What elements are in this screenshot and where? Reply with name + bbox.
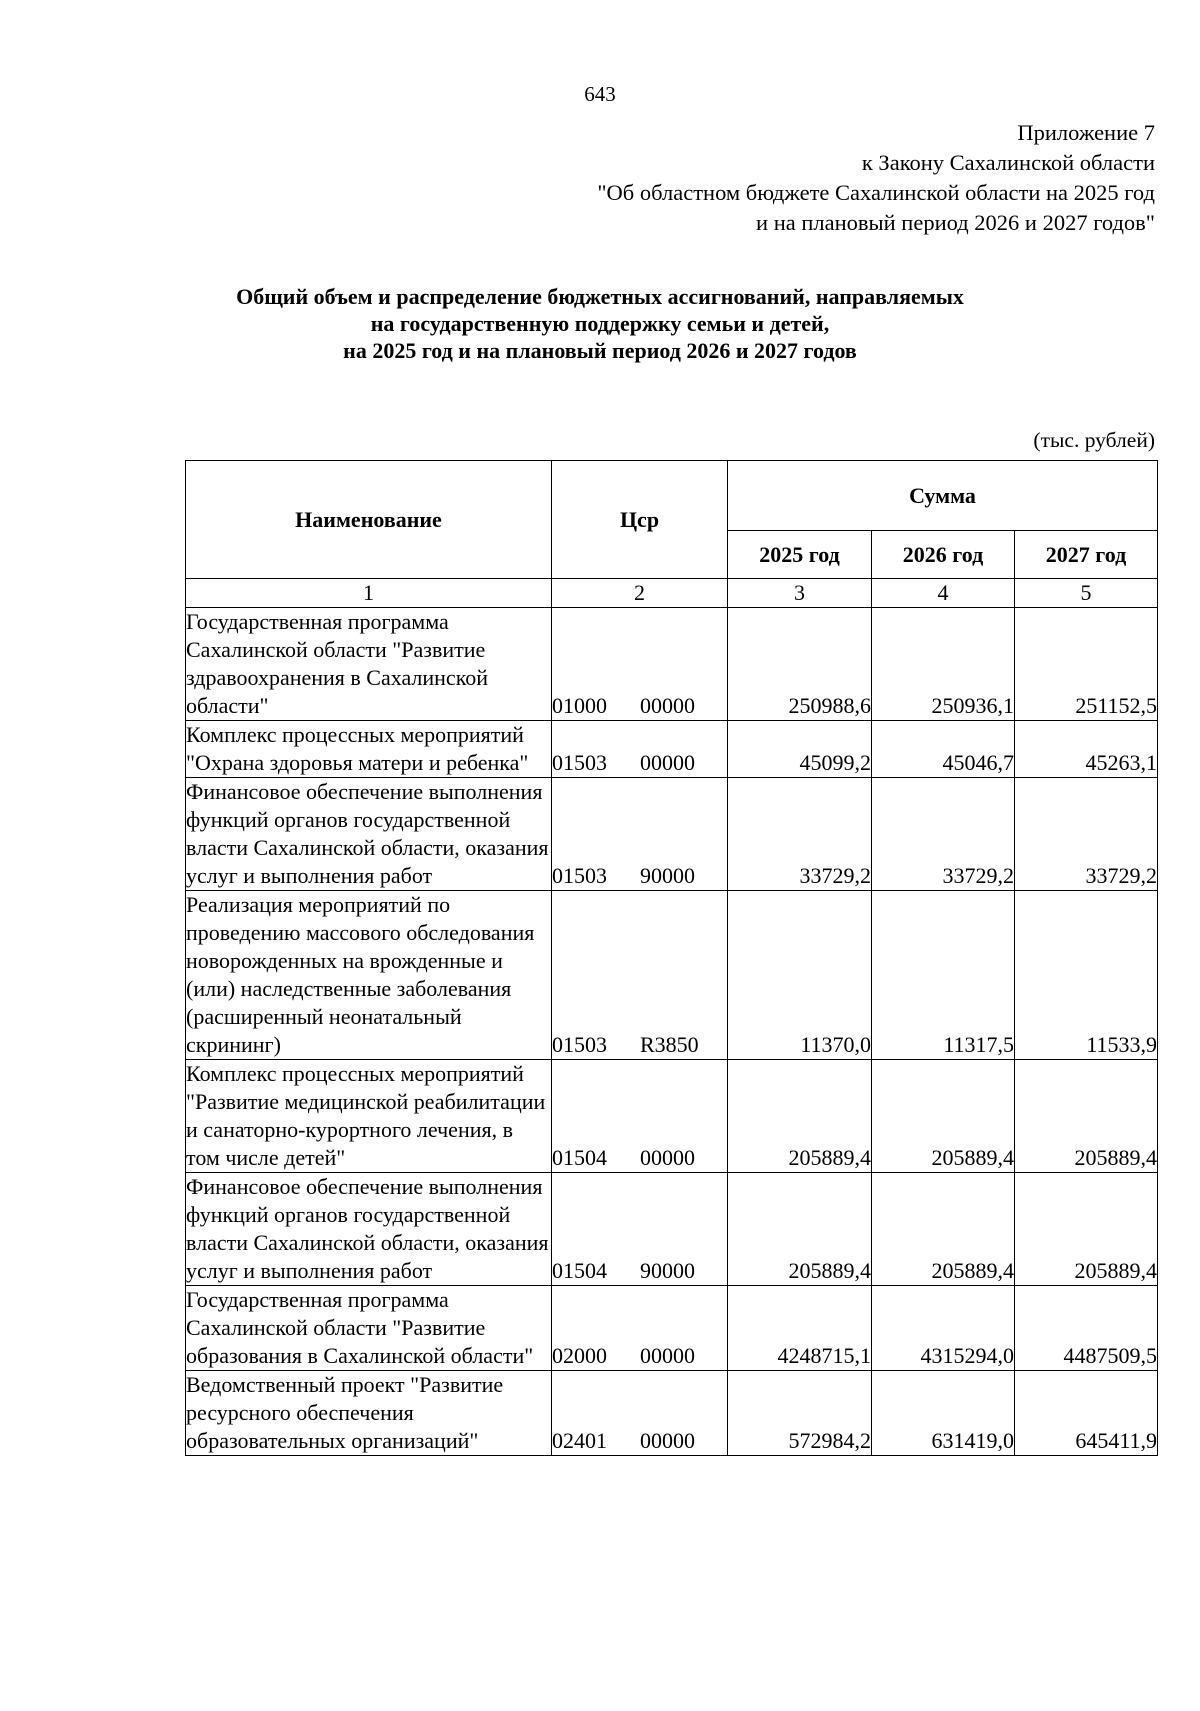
title-line: Общий объем и распределение бюджетных ассигнований, направляемых (236, 284, 964, 309)
amount-2027: 4487509,5 (1015, 1286, 1158, 1371)
amount-2026: 4315294,0 (872, 1286, 1015, 1371)
row-csr (552, 891, 728, 1060)
row-name: Комплекс процессных мероприятий "Охрана здоровья матери и ребенка" (186, 721, 552, 778)
amount-2026: 11317,5 (872, 891, 1015, 1060)
header-sum: Сумма (728, 461, 1158, 531)
amount-2025: 205889,4 (728, 1173, 872, 1286)
table-row (186, 891, 1158, 1060)
csr-direction-code: 90000 (640, 1258, 695, 1283)
csr-program-code: 01000 (552, 693, 607, 718)
amount-2027: 205889,4 (1015, 1060, 1158, 1173)
header-csr: Цср (552, 461, 728, 579)
csr-direction-code: 00000 (640, 693, 695, 718)
row-name: Финансовое обеспечение выполнения функций органов государственной власти Сахалинской области, оказания услуг и выполнения работ (186, 778, 552, 891)
budget-table (185, 460, 1158, 1456)
row-csr (552, 721, 728, 778)
annex-block (597, 118, 1155, 238)
header-2026: 2026 год (872, 531, 1015, 579)
table-row (186, 608, 1158, 721)
column-number: 2 (552, 579, 728, 608)
csr-direction-code: 00000 (640, 1428, 695, 1453)
title-line: на 2025 год и на плановый период 2026 и 2027 годов (343, 338, 857, 363)
csr-direction-code: 00000 (640, 750, 695, 775)
page-number: 643 (584, 82, 616, 106)
amount-2027: 11533,9 (1015, 891, 1158, 1060)
annex-line: Приложение 7 (1017, 120, 1155, 145)
row-csr (552, 1173, 728, 1286)
row-name: Государственная программа Сахалинской области "Развитие здравоохранения в Сахалинской области" (186, 608, 552, 721)
amount-2026: 250936,1 (872, 608, 1015, 721)
amount-2026: 205889,4 (872, 1060, 1015, 1173)
row-csr (552, 608, 728, 721)
csr-program-code: 01504 (552, 1145, 607, 1170)
row-csr (552, 1060, 728, 1173)
csr-direction-code: 90000 (640, 863, 695, 888)
amount-2027: 45263,1 (1015, 721, 1158, 778)
row-name: Ведомственный проект "Развитие ресурсного обеспечения образовательных организаций" (186, 1371, 552, 1456)
csr-program-code: 01504 (552, 1258, 607, 1283)
header-name: Наименование (186, 461, 552, 579)
row-csr (552, 1371, 728, 1456)
csr-program-code: 02401 (552, 1428, 607, 1453)
table-row (186, 1173, 1158, 1286)
document-title (0, 283, 1200, 364)
annex-line: и на плановый период 2026 и 2027 годов" (756, 210, 1155, 235)
title-line: на государственную поддержку семьи и детей, (370, 311, 830, 336)
amount-2025: 45099,2 (728, 721, 872, 778)
table-row (186, 721, 1158, 778)
csr-program-code: 02000 (552, 1343, 607, 1368)
amount-2026: 631419,0 (872, 1371, 1015, 1456)
csr-program-code: 01503 (552, 750, 607, 775)
csr-direction-code: 00000 (640, 1145, 695, 1170)
units-label: (тыс. рублей) (1033, 428, 1155, 452)
table-row (186, 778, 1158, 891)
amount-2025: 250988,6 (728, 608, 872, 721)
row-csr (552, 1286, 728, 1371)
annex-line: "Об областном бюджете Сахалинской области на 2025 год (597, 180, 1155, 205)
header-2025: 2025 год (728, 531, 872, 579)
column-number: 4 (872, 579, 1015, 608)
row-csr (552, 778, 728, 891)
amount-2027: 205889,4 (1015, 1173, 1158, 1286)
csr-direction-code: R3850 (640, 1032, 699, 1057)
column-number: 1 (186, 579, 552, 608)
amount-2025: 4248715,1 (728, 1286, 872, 1371)
amount-2027: 33729,2 (1015, 778, 1158, 891)
row-name: Комплекс процессных мероприятий "Развитие медицинской реабилитации и санаторно-курортного лечения, в том числе детей" (186, 1060, 552, 1173)
table-row (186, 1371, 1158, 1456)
csr-program-code: 01503 (552, 863, 607, 888)
amount-2025: 572984,2 (728, 1371, 872, 1456)
annex-line: к Закону Сахалинской области (861, 150, 1155, 175)
amount-2027: 645411,9 (1015, 1371, 1158, 1456)
amount-2026: 45046,7 (872, 721, 1015, 778)
column-number: 5 (1015, 579, 1158, 608)
csr-program-code: 01503 (552, 1032, 607, 1057)
table-row (186, 1286, 1158, 1371)
amount-2026: 33729,2 (872, 778, 1015, 891)
amount-2027: 251152,5 (1015, 608, 1158, 721)
table-row (186, 1060, 1158, 1173)
amount-2025: 205889,4 (728, 1060, 872, 1173)
amount-2025: 11370,0 (728, 891, 872, 1060)
row-name: Государственная программа Сахалинской области "Развитие образования в Сахалинской области" (186, 1286, 552, 1371)
column-number: 3 (728, 579, 872, 608)
csr-direction-code: 00000 (640, 1343, 695, 1368)
amount-2025: 33729,2 (728, 778, 872, 891)
amount-2026: 205889,4 (872, 1173, 1015, 1286)
row-name: Реализация мероприятий по проведению массового обследования новорожденных на врожденные и (или) наследственные заболевания (расширенный неонатальный скрининг) (186, 891, 552, 1060)
header-2027: 2027 год (1015, 531, 1158, 579)
row-name: Финансовое обеспечение выполнения функций органов государственной власти Сахалинской области, оказания услуг и выполнения работ (186, 1173, 552, 1286)
